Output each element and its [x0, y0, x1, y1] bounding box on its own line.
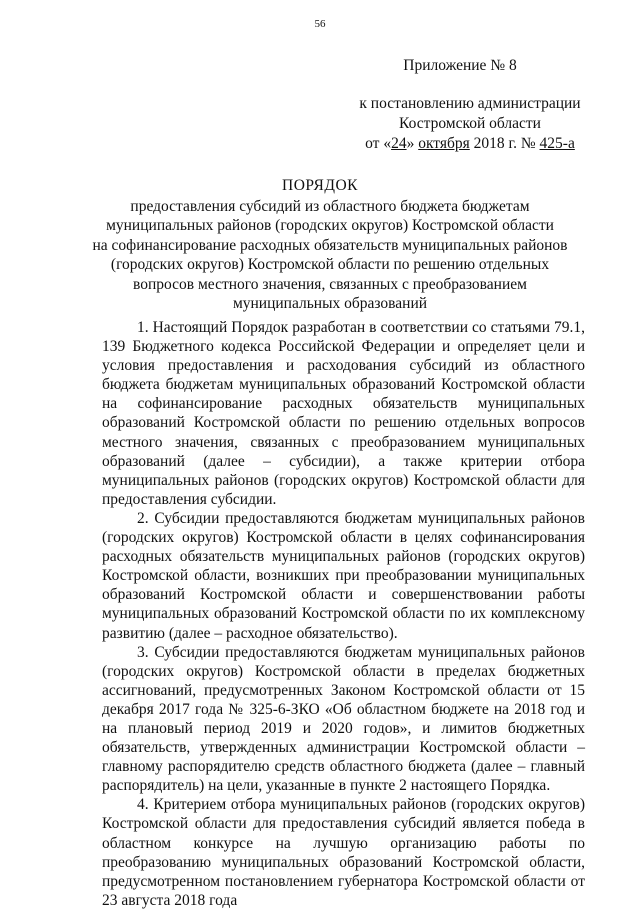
appendix-header — [0, 56, 640, 154]
subtitle-line: (городских округов) Костромской области по решению отдельных — [110, 256, 550, 274]
paragraph-1: 1. Настоящий Порядок разработан в соответствии со статьями 79.1, 139 Бюджетного кодекса Российской Федерации и определяет цели и условия предоставления и расходования субсидий из областного бюджета бюджетам муниципальных образований Костромской области на софинансирование расходных обязательств муниципальных образований Костромской области по решению отдельных вопросов местного значения, связанных с преобразованием муниципальных образований (далее – субсидии), а также критерии отбора муниципальных районов (городских округов) Костромской области для предоставления субсидии. — [102, 319, 585, 508]
subtitle-line: предоставления субсидий из областного бюджета бюджетам — [130, 198, 530, 215]
appendix-title: Приложение № 8 — [403, 57, 517, 74]
subtitle-line: муниципальных образований — [232, 295, 428, 313]
document-title: ПОРЯДОК — [282, 177, 358, 194]
appendix-date-line — [300, 134, 640, 154]
appendix-line-1: к постановлению администрации — [359, 95, 581, 112]
page-number: 56 — [314, 18, 326, 30]
date-month: октября — [418, 135, 470, 152]
date-mid-1: » — [406, 135, 419, 152]
paragraph-4: 4. Критерием отбора муниципальных районов (городских округов) Костромской области для предоставления субсидий является победа в областном конкурсе на лучшую организацию работы по преобразованию муниципальных образований Костромской области, предусмотренном постановлением губернатора Костромской области от 23 августа 2018 года — [102, 796, 585, 909]
document-subtitle — [90, 197, 570, 313]
date-mid-2: 2018 г. № — [469, 135, 540, 152]
appendix-line-2: Костромской области — [399, 115, 541, 132]
document-body — [102, 318, 585, 910]
date-prefix: от « — [365, 135, 392, 152]
date-day: 24 — [391, 135, 407, 152]
subtitle-line: на софинансирование расходных обязательств муниципальных районов — [92, 236, 568, 254]
subtitle-line: вопросов местного значения, связанных с преобразованием — [133, 275, 527, 293]
paragraph-2: 2. Субсидии предоставляются бюджетам муниципальных районов (городских округов) Костромской области в целях софинансирования расходных обязательств муниципальных районов (городских округов) Костромской области, возникших при преобразовании муниципальных образований Костромской области и совершенствовании работы муниципальных образований Костромской области по их комплексному развитию (далее – расходное обязательство). — [102, 509, 585, 642]
subtitle-line: муниципальных районов (городских округов) Костромской области — [106, 217, 554, 235]
resolution-number: 425-а — [539, 135, 575, 152]
paragraph-3: 3. Субсидии предоставляются бюджетам муниципальных районов (городских округов) Костромской области в пределах бюджетных ассигнований, предусмотренных Законом Костромской области от 15 декабря 2017 года № 325-6-ЗКО «Об областном бюджете на 2018 год и на плановый период 2019 и 2020 годов», и лимитов бюджетных обязательств, утвержденных администрации Костромской области – главному распорядителю средств областного бюджета (далее – главный распорядитель) на цели, указанные в пункте 2 настоящего Порядка. — [102, 643, 585, 795]
